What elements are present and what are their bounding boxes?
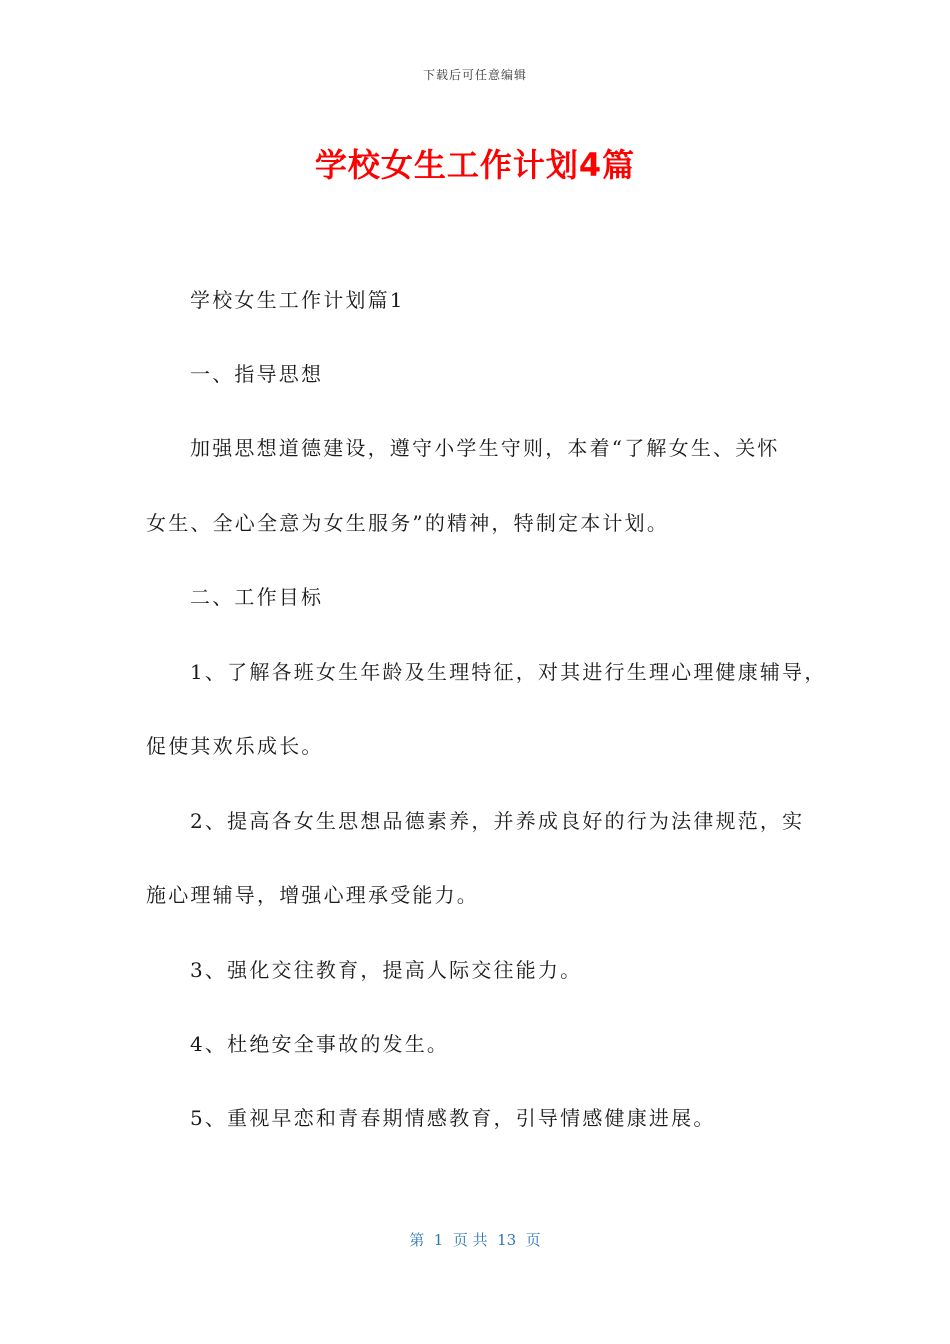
list-item-2-line-2: 施心理辅导，增强心理承受能力。 bbox=[146, 883, 479, 907]
list-item-2-line-1: 2、提高各女生思想品德素养，并养成良好的行为法律规范，实 bbox=[190, 809, 805, 833]
section-heading: 学校女生工作计划篇1 bbox=[190, 288, 405, 312]
list-item-5: 5、重视早恋和青春期情感教育，引导情感健康进展。 bbox=[190, 1106, 716, 1130]
heading-guiding-ideology: 一、指导思想 bbox=[190, 362, 324, 386]
paragraph-line: 女生、全心全意为女生服务”的精神，特制定本计划。 bbox=[146, 511, 670, 535]
heading-work-goals: 二、工作目标 bbox=[190, 585, 324, 609]
paragraph-line: 加强思想道德建设，遵守小学生守则，本着“了解女生、关怀 bbox=[190, 436, 780, 460]
list-item-1-line-1: 1、了解各班女生年龄及生理特征，对其进行生理心理健康辅导， bbox=[190, 660, 827, 684]
document-title: 学校女生工作计划4篇 bbox=[314, 146, 636, 184]
page-number-footer: 第 1 页 共 13 页 bbox=[409, 1231, 541, 1249]
list-item-4: 4、杜绝安全事故的发生。 bbox=[190, 1032, 450, 1056]
list-item-1-line-2: 促使其欢乐成长。 bbox=[146, 734, 324, 758]
header-note: 下载后可任意编辑 bbox=[422, 68, 527, 82]
list-item-3: 3、强化交往教育，提高人际交往能力。 bbox=[190, 958, 583, 982]
